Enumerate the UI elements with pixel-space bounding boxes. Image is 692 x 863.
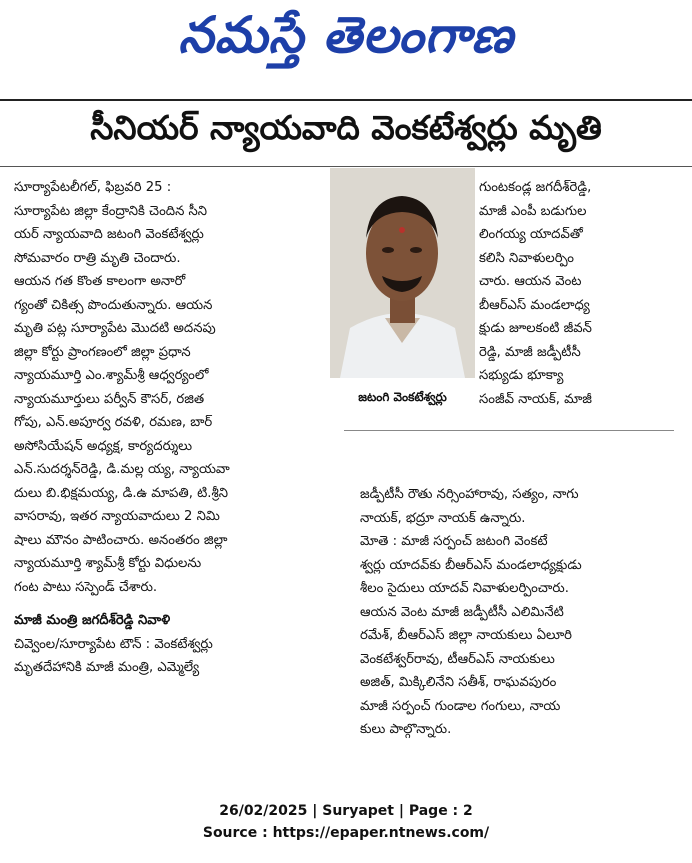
- right-column-top: [479, 176, 674, 411]
- right-column-line: రెడ్డి, మాజీ జడ్పీటీసీ: [479, 344, 581, 360]
- left-column-line: చివ్వెంల/సూర్యాపేట టౌన్ : వెంకటేశ్వర్లు: [14, 636, 213, 652]
- left-column-line: వాసరావు, ఇతర న్యాయవాదులు 2 నిమి: [14, 509, 220, 524]
- left-column-body: [14, 176, 330, 599]
- right-column-line: కలిసి నివాళులర్పిం: [479, 250, 574, 266]
- right-column-top-body: [479, 176, 674, 411]
- right-column-line: బీఆర్ఎస్ మండలాధ్య: [479, 297, 590, 313]
- left-column-line: ఎన్.సుదర్శన్‌రెడ్డి, డి.మల్ల య్య, న్యాయవా: [14, 462, 230, 477]
- left-column-line: గ్యంతో చికిత్స పొందుతున్నారు. ఆయన: [14, 297, 213, 313]
- right-column-line: కులు పాల్గొన్నారు.: [360, 722, 452, 737]
- right-column-line: మాజీ ఎంపీ బడుగుల: [479, 203, 587, 219]
- left-column-line: యర్ న్యాయవాది జటంగి వెంకటేశ్వర్లు: [14, 227, 204, 242]
- left-column-line: సూర్యాపేట జిల్లా కేంద్రానికి చెందిన సీని: [14, 203, 208, 219]
- right-column-line: శ్వర్లు యాదవ్‌కు బీఆర్ఎస్ మండలాధ్యక్షుడు: [360, 557, 582, 573]
- left-column-line: అసోసియేషన్ అధ్యక్ష, కార్యదర్శులు: [14, 438, 193, 454]
- right-column-line: నాయక్, భద్రూ నాయక్ ఉన్నారు.: [360, 510, 526, 526]
- right-column-line: మోతె : మాజీ సర్పంచ్ జటంగి వెంకటే: [360, 534, 548, 549]
- column-separator: [344, 430, 674, 431]
- right-column-line: సభ్యుడు భూక్యా: [479, 368, 564, 383]
- right-column-line: సంజీవ్ నాయక్, మాజీ: [479, 391, 592, 407]
- right-column-line: రమేశ్, బీఆర్ఎస్ జిల్లా నాయకులు ఏలూరి: [360, 628, 572, 643]
- left-column-line: న్యాయమూర్తి శ్యామ్‌శ్రీ కోర్టు విధులను: [14, 556, 202, 571]
- right-column-line: ఆయన వెంట మాజీ జడ్పీటీసీ ఎలిమినేటి: [360, 604, 564, 620]
- right-column-bottom: [360, 483, 674, 742]
- subhead: మాజీ మంత్రి జగదీశ్‌రెడ్డి నివాళి: [14, 613, 171, 628]
- masthead-title: నమస్తే తెలంగాణ: [178, 6, 514, 64]
- right-column-bottom-body: [360, 483, 674, 742]
- left-column-line: గోపు, ఎన్.అపూర్వ రవళి, రమణ, బార్: [14, 415, 213, 430]
- right-column-line: అజిత్, మిక్కిలినేని సతీశ్, రాఘవపురం: [360, 675, 557, 690]
- left-column-line: మృతి పట్ల సూర్యాపేట మొదటి అదనపు: [14, 321, 216, 336]
- left-column-body-2: [14, 633, 330, 680]
- left-column-line: గంట పాటు సస్పెండ్ చేశారు.: [14, 579, 158, 595]
- left-column-line: షాలు మౌనం పాటించారు. అనంతరం జిల్లా: [14, 532, 228, 548]
- footer-source-line: Source : https://epaper.ntnews.com/: [202, 825, 490, 841]
- headline: సీనియర్ న్యాయవాది వెంకటేశ్వర్లు మృతి: [90, 108, 602, 147]
- left-column-line: న్యాయమూర్తులు పర్వీన్ కౌసర్, రజిత: [14, 391, 205, 407]
- right-column-line: క్షుడు జూలకంటి జీవన్: [479, 321, 592, 336]
- top-rule: [0, 99, 692, 101]
- right-column-line: గుంటకండ్ల జగదీశ్‌రెడ్డి,: [479, 180, 592, 195]
- left-column: [14, 176, 330, 680]
- left-column-line: దులు బి.భిక్షమయ్య, డి.ఉ మాపతి, టి.శ్రీని: [14, 485, 228, 501]
- photo-block: [330, 168, 475, 428]
- masthead-logo: [0, 0, 692, 82]
- portrait-photo: [330, 168, 475, 378]
- left-column-line: న్యాయమూర్తి ఎం.శ్యామ్‌శ్రీ ఆధ్వర్యంలో: [14, 368, 209, 383]
- photo-caption: జటంగి వెంకటేశ్వర్లు: [358, 390, 447, 404]
- right-column-line: జడ్పీటీసీ రౌతు నర్సింహారావు, సత్యం, నాగు: [360, 487, 579, 502]
- right-column-line: శీలం సైదులు యాదవ్ నివాళులర్పించారు.: [360, 581, 569, 596]
- left-column-line: సోమవారం రాత్రి మృతి చెందారు.: [14, 250, 181, 266]
- right-column-line: లింగయ్య యాదవ్‌తో: [479, 227, 583, 242]
- footer: [0, 800, 692, 844]
- left-column-line: మృతదేహానికి మాజీ మంత్రి, ఎమ్మెల్యే: [14, 660, 200, 675]
- left-column-line: జిల్లా కోర్టు ప్రాంగణంలో జిల్లా ప్రధాన: [14, 344, 191, 360]
- footer-date-line: 26/02/2025 | Suryapet | Page : 2: [219, 803, 473, 819]
- right-column-line: చారు. ఆయన వెంట: [479, 274, 582, 289]
- left-column-line: ఆయన గత కొంత కాలంగా అనారో: [14, 274, 186, 289]
- right-column-line: వెంకటేశ్వర్‌రావు, టీఆర్ఎస్ నాయకులు: [360, 651, 555, 667]
- left-column-line: సూర్యాపేటలీగల్, ఫిబ్రవరి 25 :: [14, 180, 172, 195]
- headline-rule: [0, 166, 692, 167]
- right-column-line: మాజీ సర్పంచ్ గుండాల గంగులు, నాయ: [360, 698, 561, 714]
